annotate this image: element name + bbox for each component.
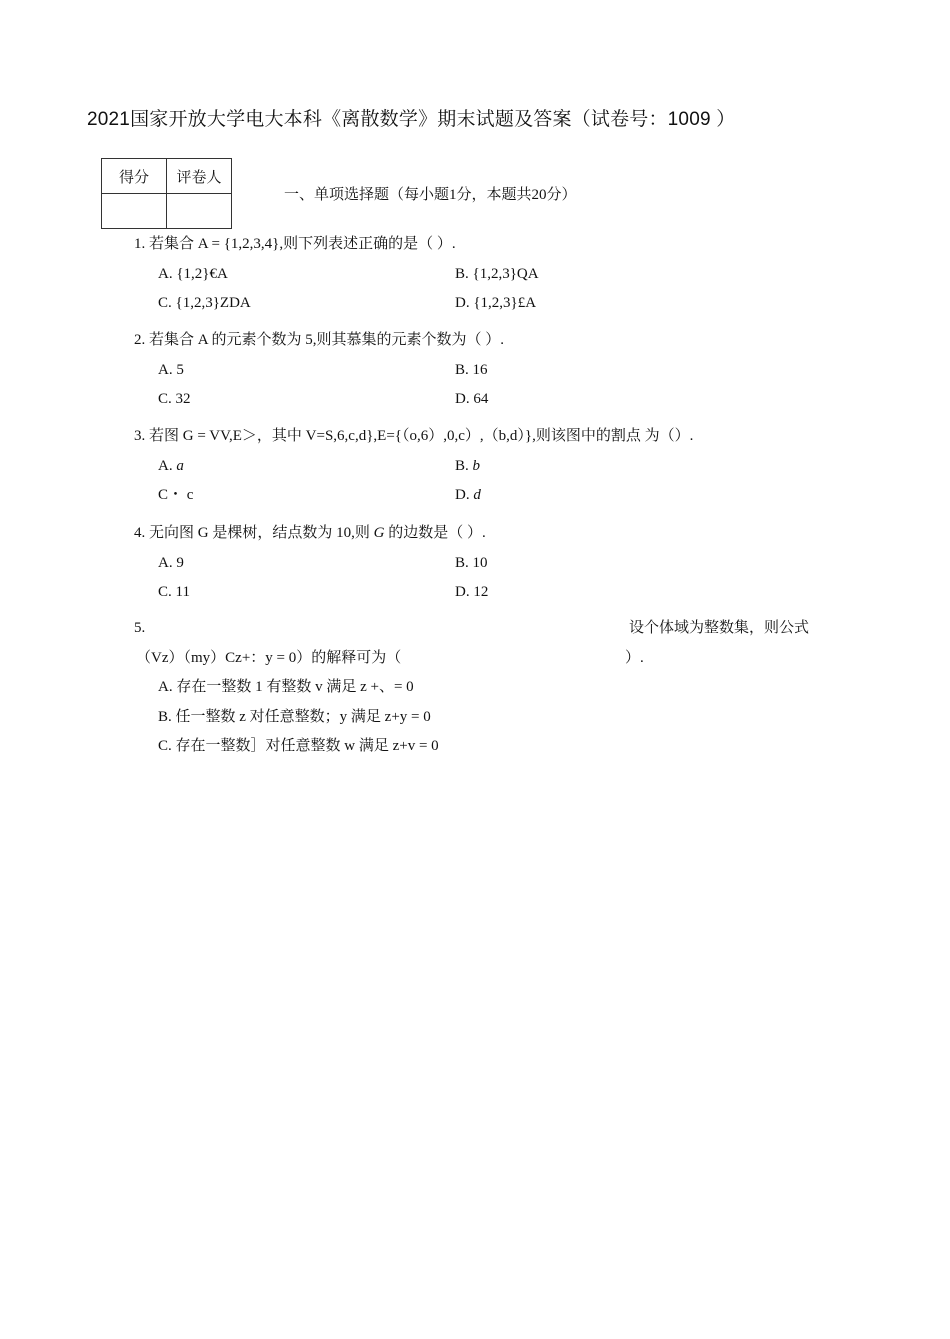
- option-variable: d: [473, 487, 481, 503]
- question-2-stem: 2. 若集合 A 的元素个数为 5,则其慕集的元素个数为（ ）.: [134, 332, 505, 348]
- question-4-stem: [134, 523, 486, 543]
- section-heading: 一、单项选择题（每小题1分，本题共20分）: [284, 187, 577, 203]
- question-5-formula: （Vz）（my）Cz+：y = 0）的解释可为（: [136, 650, 402, 666]
- question-4-option-d: D. 12: [455, 584, 489, 600]
- question-1-option-d: D. {1,2,3}£A: [455, 295, 537, 311]
- question-1-option-c: C. {1,2,3}ZDA: [158, 295, 251, 311]
- question-3-option-a: [158, 456, 184, 476]
- page-title: 2021国家开放大学电大本科《离散数学》期末试题及答案（试卷号：1009 ）: [87, 109, 736, 130]
- question-5-option-a: A. 存在一整数 1 有整数 v 满足 z +、= 0: [158, 679, 414, 695]
- question-2-option-a: A. 5: [158, 362, 184, 378]
- grader-header: 评卷人: [167, 159, 232, 194]
- question-2-option-d: D. 64: [455, 391, 489, 407]
- question-5-number: 5.: [134, 620, 146, 636]
- question-2-option-b: B. 16: [455, 362, 488, 378]
- score-cell: [102, 194, 167, 229]
- question-3-option-c: C・ c: [158, 487, 194, 503]
- stem-text: 4. 无向图 G 是棵树，结点数为 10,则: [134, 525, 374, 541]
- option-label: D.: [455, 487, 474, 503]
- question-2-option-c: C. 32: [158, 391, 191, 407]
- question-1-stem: 1. 若集合 A = {1,2,3,4},则下列表述正确的是（ ）.: [134, 236, 456, 252]
- question-5-option-b: B. 任一整数 z 对任意整数；y 满足 z+y = 0: [158, 709, 431, 725]
- option-variable: a: [176, 458, 184, 474]
- question-1-option-b: B. {1,2,3}QA: [455, 266, 539, 282]
- score-header: 得分: [102, 159, 167, 194]
- question-5-blank-close: ）.: [625, 650, 644, 666]
- option-variable: b: [472, 458, 481, 474]
- question-5-stem: 设个体域为整数集，则公式: [629, 620, 810, 636]
- question-4-option-a: A. 9: [158, 555, 184, 571]
- question-3-option-b: [455, 456, 480, 476]
- question-4-option-b: B. 10: [455, 555, 488, 571]
- question-4-option-c: C. 11: [158, 584, 190, 600]
- question-1-option-a: A. {1,2}€A: [158, 266, 228, 282]
- option-label: B.: [455, 458, 473, 474]
- question-3-option-d: [455, 485, 481, 505]
- score-table: [101, 158, 232, 229]
- option-label: A.: [158, 458, 177, 474]
- stem-variable: G: [373, 525, 385, 541]
- stem-text: 的边数是（ ）.: [384, 525, 486, 541]
- question-5-option-c: C. 存在一整数］对任意整数 w 满足 z+v = 0: [158, 738, 439, 754]
- grader-cell: [167, 194, 232, 229]
- question-3-stem: 3. 若图 G = VV,E＞，其中 V=S,6,c,d},E={（o,6）,0,c）,（b,d）},则该图中的割点 为（）.: [134, 428, 694, 444]
